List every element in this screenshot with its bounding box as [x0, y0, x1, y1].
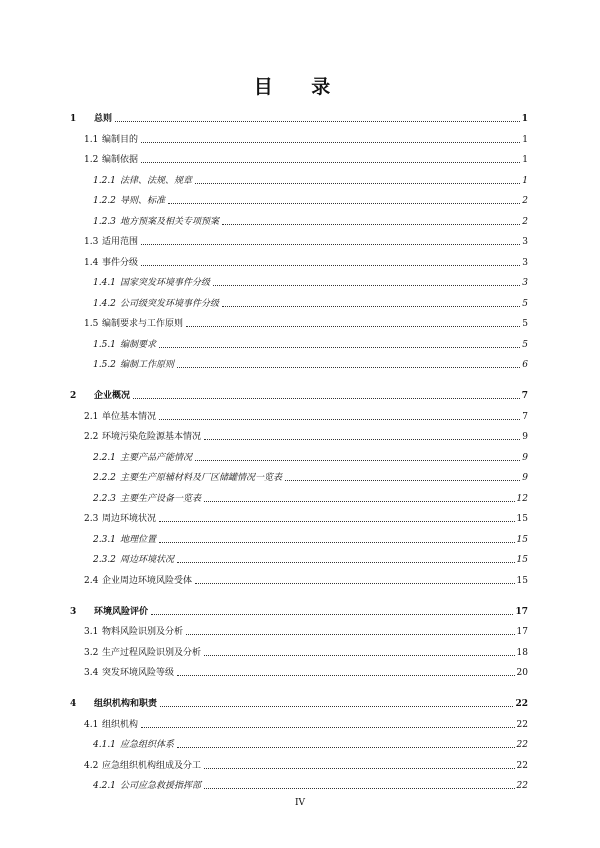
- toc-entry-page: 5: [522, 339, 528, 350]
- toc-entry-number: 1.2.3: [93, 216, 116, 227]
- toc-entry-3-1[interactable]: [84, 624, 528, 638]
- toc-entry-page: 17: [516, 627, 528, 637]
- toc-entry-page: 15: [516, 555, 528, 565]
- toc-entry-page: 18: [516, 647, 528, 658]
- toc-dot-leader: [159, 346, 520, 348]
- toc-dot-leader: [141, 264, 520, 266]
- toc-entry-3[interactable]: [70, 604, 528, 618]
- toc-entry-page: 22: [515, 699, 528, 709]
- toc-entry-page: 7: [521, 391, 528, 401]
- toc-entry-title: 编制工作原则: [120, 360, 175, 370]
- toc-entry-title: 国家突发环境事件分级: [120, 278, 211, 288]
- toc-dot-leader: [204, 654, 515, 656]
- toc-entry-page: 5: [522, 319, 528, 329]
- toc-entry-1-5[interactable]: [84, 316, 528, 330]
- toc-entry-title: 企业概况: [94, 391, 131, 401]
- toc-entry-number: 1.4: [84, 257, 99, 268]
- toc-entry-page: 12: [516, 493, 528, 504]
- toc-entry-number: 2.2: [84, 432, 99, 442]
- toc-entry-title: 企业周边环境风险受体: [102, 575, 193, 586]
- toc-entry-3-4[interactable]: [84, 665, 528, 679]
- toc-dot-leader: [133, 397, 520, 399]
- toc-entry-4-2[interactable]: [84, 758, 528, 772]
- toc-entry-title: 组织机构: [102, 719, 139, 730]
- toc-entry-1-2[interactable]: [84, 152, 528, 166]
- toc-entry-page: 22: [516, 740, 528, 750]
- toc-entry-number: 2.2.3: [93, 493, 116, 504]
- toc-entry-page: 6: [522, 360, 528, 370]
- toc-entry-title: 主要产品产能情况: [120, 452, 193, 463]
- page-title: 目 录: [253, 76, 347, 98]
- toc-entry-page: 9: [522, 452, 528, 463]
- toc-entry-1-3[interactable]: [84, 234, 528, 248]
- toc-entry-4-1[interactable]: [84, 717, 528, 731]
- toc-entry-title: 突发环境风险等级: [102, 668, 175, 678]
- toc-entry-page: 15: [516, 534, 528, 545]
- toc-dot-leader: [213, 284, 520, 286]
- toc-entry-page: 5: [522, 298, 528, 309]
- toc-entry-number: 2.2.2: [93, 473, 116, 483]
- toc-dot-leader: [159, 418, 520, 420]
- toc-entry-2-3-2[interactable]: [93, 552, 528, 566]
- toc-entry-title: 适用范围: [102, 237, 139, 247]
- toc-dot-leader: [177, 366, 520, 368]
- toc-entry-number: 1.1: [84, 134, 99, 145]
- toc-entry-title: 周边环境状况: [102, 514, 157, 524]
- toc-entry-title: 编制要求与工作原则: [102, 319, 184, 329]
- toc-entry-1[interactable]: [70, 111, 528, 125]
- toc-dot-leader: [204, 767, 515, 769]
- toc-entry-page: 1: [522, 155, 528, 165]
- toc-dot-leader: [177, 674, 515, 676]
- toc-entry-title: 地理位置: [120, 534, 157, 545]
- toc-dot-leader: [141, 243, 520, 245]
- toc-entry-number: 2.3.2: [93, 555, 116, 565]
- toc-dot-leader: [177, 561, 515, 563]
- toc-entry-title: 环境污染危险源基本情况: [102, 432, 202, 442]
- toc-entry-number: 3: [70, 606, 77, 617]
- toc-entry-number: 3.2: [84, 647, 99, 658]
- toc-entry-number: 1.5.1: [93, 339, 116, 350]
- toc-entry-1-4-2[interactable]: [93, 296, 528, 310]
- toc-entry-1-4-1[interactable]: [93, 275, 528, 289]
- toc-dot-leader: [141, 726, 515, 728]
- toc-dot-leader: [222, 223, 520, 225]
- toc-entry-title: 公司应急救援指挥部: [120, 781, 202, 791]
- toc-dot-leader: [195, 459, 520, 461]
- toc-dot-leader: [222, 305, 520, 307]
- toc-entry-number: 1.2.2: [93, 196, 116, 206]
- toc-entry-4[interactable]: [70, 696, 528, 710]
- toc-entry-1-4[interactable]: [84, 255, 528, 269]
- toc-entry-title: 物料风险识别及分析: [102, 627, 184, 637]
- toc-entry-3-2[interactable]: [84, 645, 528, 659]
- toc-entry-page: 9: [522, 473, 528, 483]
- toc-entry-page: 7: [522, 411, 528, 422]
- toc-entry-page: 20: [516, 668, 528, 678]
- toc-entry-2-1[interactable]: [84, 409, 528, 423]
- toc-entry-title: 地方预案及相关专项预案: [120, 216, 220, 227]
- toc-entry-title: 生产过程风险识别及分析: [102, 647, 202, 658]
- toc-entry-number: 1.5.2: [93, 360, 116, 370]
- toc-entry-1-5-2[interactable]: [93, 357, 528, 371]
- toc-entry-page: 22: [516, 719, 528, 730]
- toc-dot-leader: [186, 325, 520, 327]
- toc-entry-number: 1.4.2: [93, 298, 116, 309]
- toc-entry-number: 1.2: [84, 155, 99, 165]
- toc-entry-number: 1.2.1: [93, 175, 116, 186]
- toc-entry-page: 1: [521, 114, 528, 124]
- toc-entry-2-2-3[interactable]: [93, 491, 528, 505]
- toc-dot-leader: [285, 479, 520, 481]
- toc-entry-title: 环境风险评价: [94, 606, 149, 617]
- toc-entry-number: 2.1: [84, 411, 99, 422]
- toc-entry-page: 15: [516, 575, 528, 586]
- toc-entry-number: 3.1: [84, 627, 99, 637]
- toc-entry-number: 4.1.1: [93, 740, 116, 750]
- toc-entry-page: 15: [516, 514, 528, 524]
- toc-entry-2-2-2[interactable]: [93, 470, 528, 484]
- toc-entry-page: 22: [516, 760, 528, 771]
- toc-entry-number: 1: [70, 114, 77, 124]
- toc-entry-title: 导则、标准: [120, 196, 166, 206]
- toc-entry-number: 4: [70, 699, 77, 709]
- toc-dot-leader: [195, 182, 520, 184]
- toc-entry-number: 2.3.1: [93, 534, 116, 545]
- toc-entry-number: 4.2: [84, 760, 99, 771]
- toc-entry-1-1[interactable]: [84, 132, 528, 146]
- toc-entry-title: 组织机构和职责: [94, 699, 158, 709]
- toc-entry-number: 2.4: [84, 575, 99, 586]
- toc-entry-title: 事件分级: [102, 257, 139, 268]
- toc-dot-leader: [186, 633, 515, 635]
- toc-entry-number: 1.4.1: [93, 278, 116, 288]
- page-number: IV: [294, 798, 306, 808]
- toc-dot-leader: [195, 582, 515, 584]
- toc-entry-2-4[interactable]: [84, 573, 528, 587]
- toc-entry-page: 3: [522, 278, 528, 288]
- toc-entry-page: 22: [516, 781, 528, 791]
- toc-entry-number: 2: [70, 391, 77, 401]
- toc-dot-leader: [159, 541, 515, 543]
- toc-entry-page: 2: [522, 196, 528, 206]
- toc-dot-leader: [204, 500, 515, 502]
- toc-dot-leader: [160, 705, 513, 707]
- toc-entry-page: 17: [515, 606, 528, 617]
- toc-entry-page: 2: [522, 216, 528, 227]
- toc-entry-title: 应急组织机构组成及分工: [102, 760, 202, 771]
- toc-entry-title: 公司级突发环境事件分级: [120, 298, 220, 309]
- toc-entry-1-2-2[interactable]: [93, 193, 528, 207]
- toc-entry-2-3[interactable]: [84, 511, 528, 525]
- toc-dot-leader: [151, 613, 513, 615]
- toc-entry-page: 9: [522, 432, 528, 442]
- toc-entry-1-5-1[interactable]: [93, 337, 528, 351]
- toc-entry-title: 法律、法规、规章: [120, 175, 193, 186]
- toc-entry-2-2[interactable]: [84, 429, 528, 443]
- toc-entry-2-2-1[interactable]: [93, 450, 528, 464]
- toc-entry-number: 3.4: [84, 668, 99, 678]
- toc-entry-number: 2.2.1: [93, 452, 116, 463]
- toc-entry-4-2-1[interactable]: [93, 778, 528, 792]
- toc-entry-2-3-1[interactable]: [93, 532, 528, 546]
- toc-entry-title: 单位基本情况: [102, 411, 157, 422]
- toc-entry-2[interactable]: [70, 388, 528, 402]
- toc-entry-4-1-1[interactable]: [93, 737, 528, 751]
- toc-entry-title: 总则: [94, 114, 113, 124]
- toc-entry-title: 应急组织体系: [120, 740, 175, 750]
- toc-entry-page: 1: [522, 175, 528, 186]
- toc-dot-leader: [204, 438, 520, 440]
- toc-entry-title: 主要生产原辅材料及厂区储罐情况一览表: [120, 473, 283, 483]
- toc-entry-number: 1.3: [84, 237, 99, 247]
- toc-dot-leader: [177, 746, 515, 748]
- toc-entry-title: 编制目的: [102, 134, 139, 145]
- toc-dot-leader: [141, 141, 520, 143]
- toc-entry-number: 1.5: [84, 319, 99, 329]
- toc-dot-leader: [141, 161, 520, 163]
- toc-entry-number: 4.2.1: [93, 781, 116, 791]
- toc-dot-leader: [168, 202, 520, 204]
- toc-dot-leader: [204, 787, 515, 789]
- toc-entry-number: 2.3: [84, 514, 99, 524]
- toc-entry-title: 编制依据: [102, 155, 139, 165]
- toc-entry-page: 1: [522, 134, 528, 145]
- toc-entry-number: 4.1: [84, 719, 99, 730]
- toc-entry-1-2-1[interactable]: [93, 173, 528, 187]
- toc-entry-page: 3: [522, 257, 528, 268]
- toc-entry-title: 周边环境状况: [120, 555, 175, 565]
- toc-entry-title: 主要生产设备一览表: [120, 493, 202, 504]
- toc-dot-leader: [115, 120, 520, 122]
- toc-entry-title: 编制要求: [120, 339, 157, 350]
- toc-entry-page: 3: [522, 237, 528, 247]
- toc-dot-leader: [159, 520, 515, 522]
- toc-entry-1-2-3[interactable]: [93, 214, 528, 228]
